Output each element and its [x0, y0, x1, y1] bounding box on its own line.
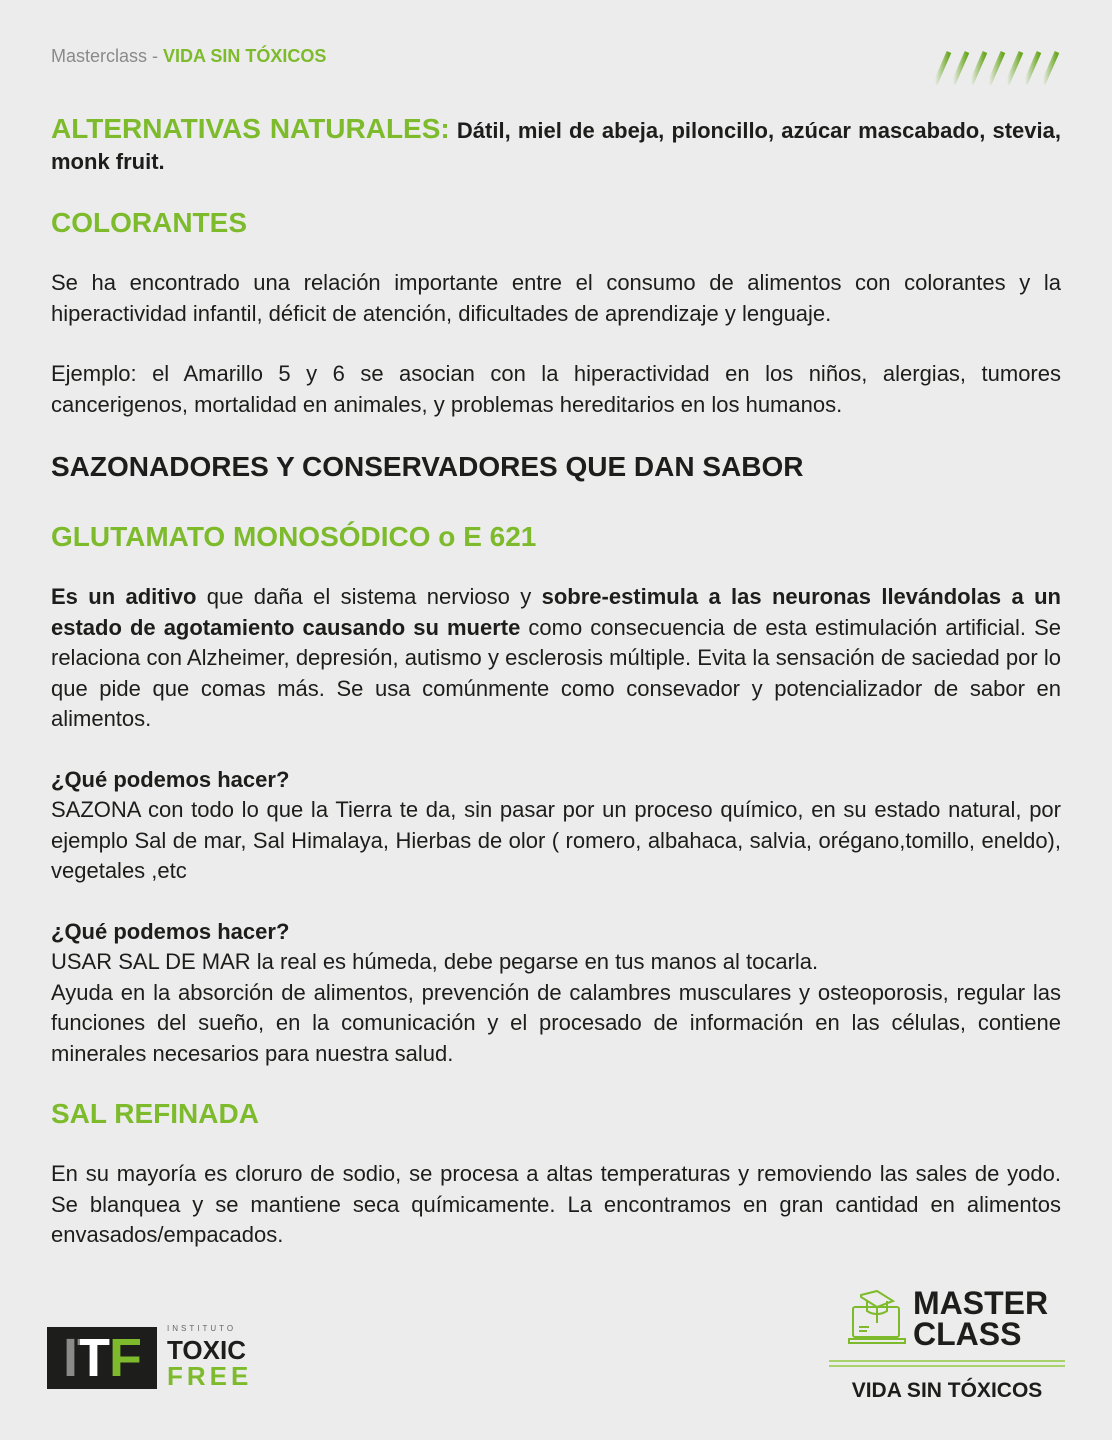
class-text: CLASS	[913, 1316, 1022, 1352]
laptop-graduation-cap-icon	[847, 1289, 907, 1349]
question-1: ¿Qué podemos hacer?	[51, 766, 290, 792]
document-body	[51, 114, 1061, 1251]
heading-glutamato: GLUTAMATO MONOSÓDICO o E 621	[51, 521, 537, 552]
heading-colorantes: COLORANTES	[51, 207, 247, 238]
sal-refinada-paragraph: En su mayoría es cloruro de sodio, se procesa a altas temperaturas y removiendo las sales de yodo. Se blanquea y se mantiene seca químicamente. La encontramos en gran cantidad en alimentos envasados/empacados.	[51, 1161, 1061, 1247]
colorantes-paragraph-1: Se ha encontrado una relación importante entre el consumo de alimentos con colorantes y la hiperactividad infantil, déficit de atención, dificultades de aprendizaje y lenguaje.	[51, 270, 1061, 326]
colorantes-paragraph-2: Ejemplo: el Amarillo 5 y 6 se asocian con la hiperactividad en los niños, alergias, tumores cancerigenos, mortalidad en animales, y problemas hereditarios en los humanos.	[51, 361, 1061, 417]
answer-2a: USAR SAL DE MAR la real es húmeda, debe pegarse en tus manos al tocarla.	[51, 949, 819, 974]
alternativas-label: ALTERNATIVAS NATURALES:	[51, 113, 450, 144]
answer-1: SAZONA con todo lo que la Tierra te da, sin pasar por un proceso químico, en su estado natural, por ejemplo Sal de mar, Sal Himalaya, Hierbas de olor ( romero, albahaca, salvia, orégano,tomillo, eneldo), vegetales ,etc	[51, 797, 1061, 883]
answer-2b: Ayuda en la absorción de alimentos, prevención de calambres musculares y osteoporosis, regular las funciones del sueño, en la comunicación y el procesado de información en las células, contiene minerales necesarios para nuestra salud.	[51, 979, 1061, 1066]
master-text: MASTER	[913, 1285, 1049, 1321]
header-prefix: Masterclass -	[51, 46, 164, 66]
masterclass-logo	[829, 1285, 1065, 1403]
question-2: ¿Qué podemos hacer?	[51, 918, 290, 944]
free-text: FREE	[167, 1361, 253, 1391]
glutamato-text-1: que daña el sistema nervioso y	[196, 584, 542, 609]
heading-sal-refinada: SAL REFINADA	[51, 1098, 259, 1129]
vida-sin-toxicos-text: VIDA SIN TÓXICOS	[851, 1379, 1043, 1402]
heading-sazonadores: SAZONADORES Y CONSERVADORES QUE DAN SABOR	[51, 451, 804, 482]
glutamato-text-2: como consecuencia de esta estimulación artificial. Se relaciona con Alzheimer, depresión, autismo y esclerosis múltiple. Evita la sensación de saciedad por lo que pide que comas más. Se usa comúnmente como consevador y potencializador de sabor en alimentos.	[51, 614, 1061, 731]
glutamato-paragraph	[51, 582, 1061, 735]
alternativas-text: Dátil, miel de abeja, piloncillo, azúcar mascabado, stevia, monk fruit.	[51, 118, 1061, 174]
itf-text: ITF	[63, 1328, 141, 1388]
toxic-text: TOXIC	[167, 1335, 246, 1365]
running-header	[51, 46, 326, 67]
glutamato-bold-2: sobre-estimula a las neuronas llevándolas a un estado de agotamiento causando su muerte	[51, 584, 1061, 640]
alternativas-naturales	[51, 114, 1061, 177]
itf-toxic-free-logo	[47, 1325, 252, 1389]
decorative-stripes-icon	[925, 50, 1065, 86]
divider	[829, 1360, 1065, 1367]
header-title: VIDA SIN TÓXICOS	[163, 46, 327, 66]
itf-badge	[47, 1327, 157, 1389]
glutamato-bold-1: Es un aditivo	[51, 584, 197, 609]
instituto-text: INSTITUTO	[167, 1324, 237, 1333]
